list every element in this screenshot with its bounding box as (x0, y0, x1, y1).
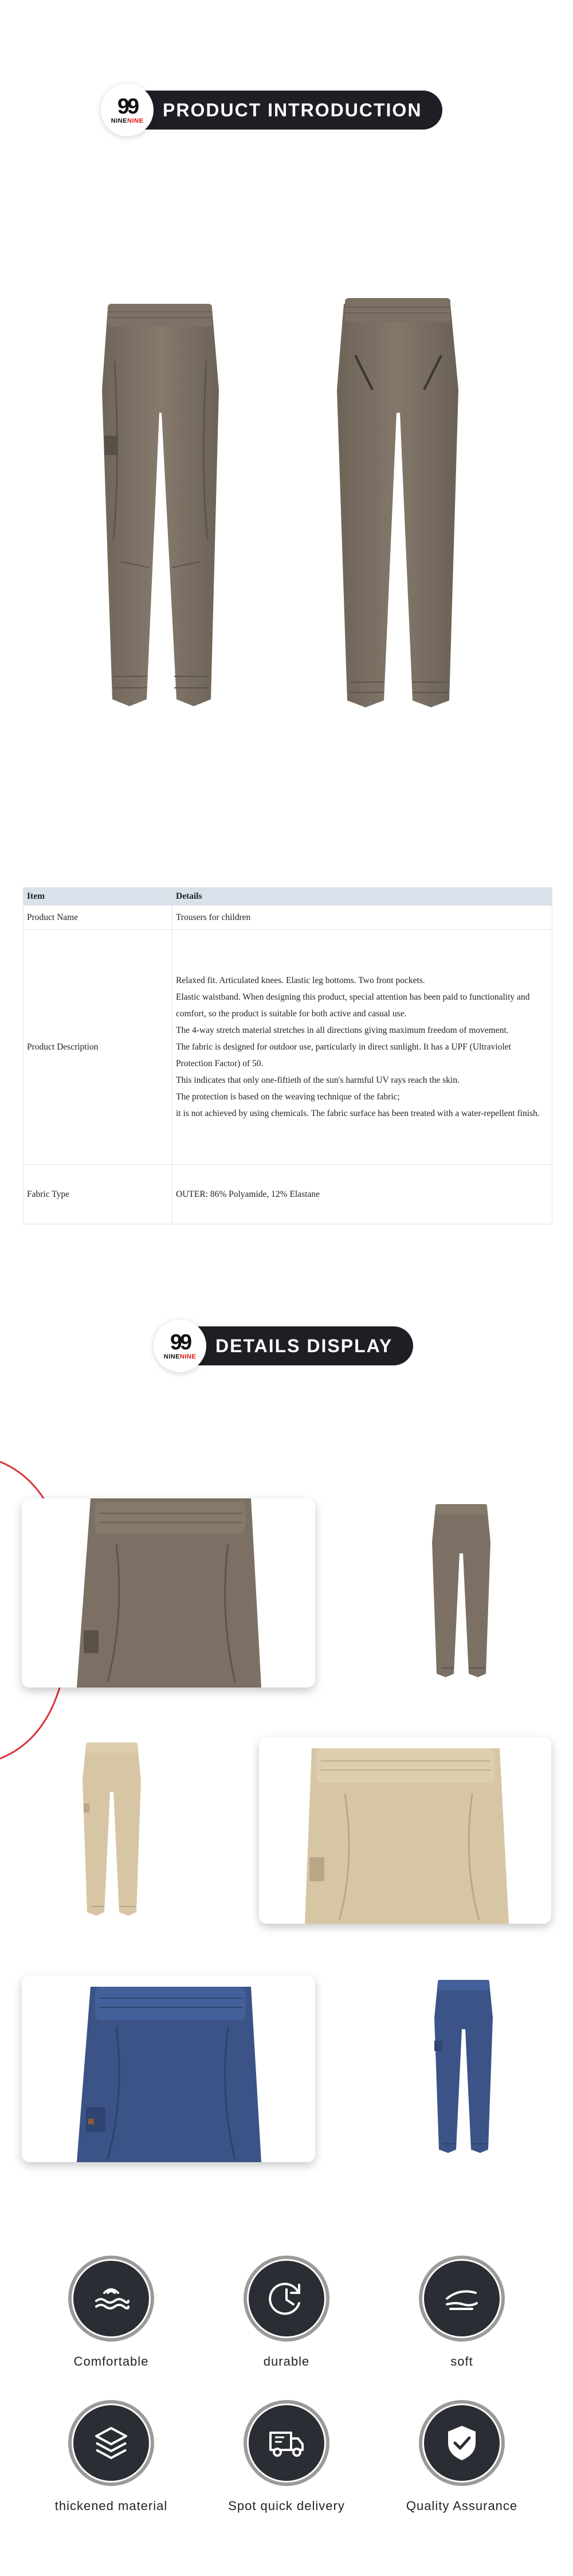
table-header-row (23, 888, 552, 906)
navy-full-image (432, 1978, 495, 2159)
waves-icon (88, 2276, 134, 2321)
delivery-truck-icon (264, 2420, 309, 2466)
feature-thickened-material (48, 2400, 174, 2514)
description-line: The fabric is designed for outdoor use, particularly in direct sunlight. It has a UPF (Ultraviolet Protection Factor) of 50. (176, 1042, 511, 1068)
column-header: Details (172, 888, 552, 906)
logo-brand: NINENINE (111, 118, 144, 124)
feature-label: durable (263, 2354, 310, 2368)
section-title: DETAILS DISPLAY (174, 1326, 413, 1365)
detail-card-khaki-closeup (259, 1737, 551, 1924)
clock-icon (264, 2276, 309, 2321)
khaki-closeup-image (259, 1737, 551, 1924)
logo-brand: NINENINE (163, 1353, 197, 1360)
table-row (23, 906, 552, 930)
navy-closeup-image (22, 1975, 315, 2162)
feature-label: soft (450, 2354, 473, 2368)
column-header: Item (23, 888, 172, 906)
product-introduction-banner (101, 84, 479, 136)
description-line: Relaxed fit. Articulated knees. Elastic leg bottoms. Two front pockets. (176, 976, 425, 985)
feature-label: thickened material (54, 2499, 168, 2513)
row-value (172, 930, 552, 1165)
feature-label: Comfortable (73, 2354, 149, 2368)
feature-label: Spot quick delivery (228, 2499, 345, 2513)
description-line: Elastic waistband. When designing this product, special attention has been paid to functionality and comfort, so the product is suitable for both active and casual use. (176, 992, 530, 1019)
description-line: The 4-way stretch material stretches in all directions giving maximum freedom of movement. (176, 1025, 509, 1035)
detail-card-navy-closeup (22, 1975, 315, 2162)
table-row (23, 930, 552, 1165)
feature-comfortable (48, 2256, 174, 2369)
shield-check-icon (439, 2420, 485, 2466)
feather-hand-icon (439, 2276, 485, 2321)
pants-front-image (97, 298, 223, 728)
brown-full-image (430, 1502, 493, 1683)
detail-card-brown-closeup (22, 1498, 315, 1688)
feature-soft (399, 2256, 525, 2369)
feature-quality-assurance (399, 2400, 525, 2514)
brand-logo (154, 1320, 206, 1372)
row-label: Product Name (23, 906, 172, 930)
logo-number: 99 (117, 95, 138, 119)
pants-back-image (332, 292, 464, 728)
feature-label: Quality Assurance (406, 2499, 518, 2513)
table-row (23, 1165, 552, 1224)
product-spec-table (23, 887, 552, 1224)
description-line: The protection is based on the weaving technique of the fabric; (176, 1092, 400, 1102)
feature-durable (223, 2256, 350, 2369)
description-line: it is not achieved by using chemicals. The fabric surface has been treated with a water-repellent finish. (176, 1109, 540, 1118)
section-title: PRODUCT INTRODUCTION (121, 91, 442, 130)
feature-spot-quick-delivery (223, 2400, 350, 2514)
row-label: Product Description (23, 930, 172, 1165)
khaki-full-image (80, 1740, 143, 1921)
layers-icon (88, 2420, 134, 2466)
row-value: OUTER: 86% Polyamide, 12% Elastane (172, 1165, 552, 1224)
row-label: Fabric Type (23, 1165, 172, 1224)
row-value: Trousers for children (172, 906, 552, 930)
brown-closeup-image (22, 1498, 315, 1688)
description-line: This indicates that only one-fiftieth of the sun's harmful UV rays reach the skin. (176, 1075, 460, 1085)
logo-number: 99 (170, 1330, 190, 1354)
details-display-banner (154, 1320, 429, 1372)
brand-logo (101, 84, 154, 136)
